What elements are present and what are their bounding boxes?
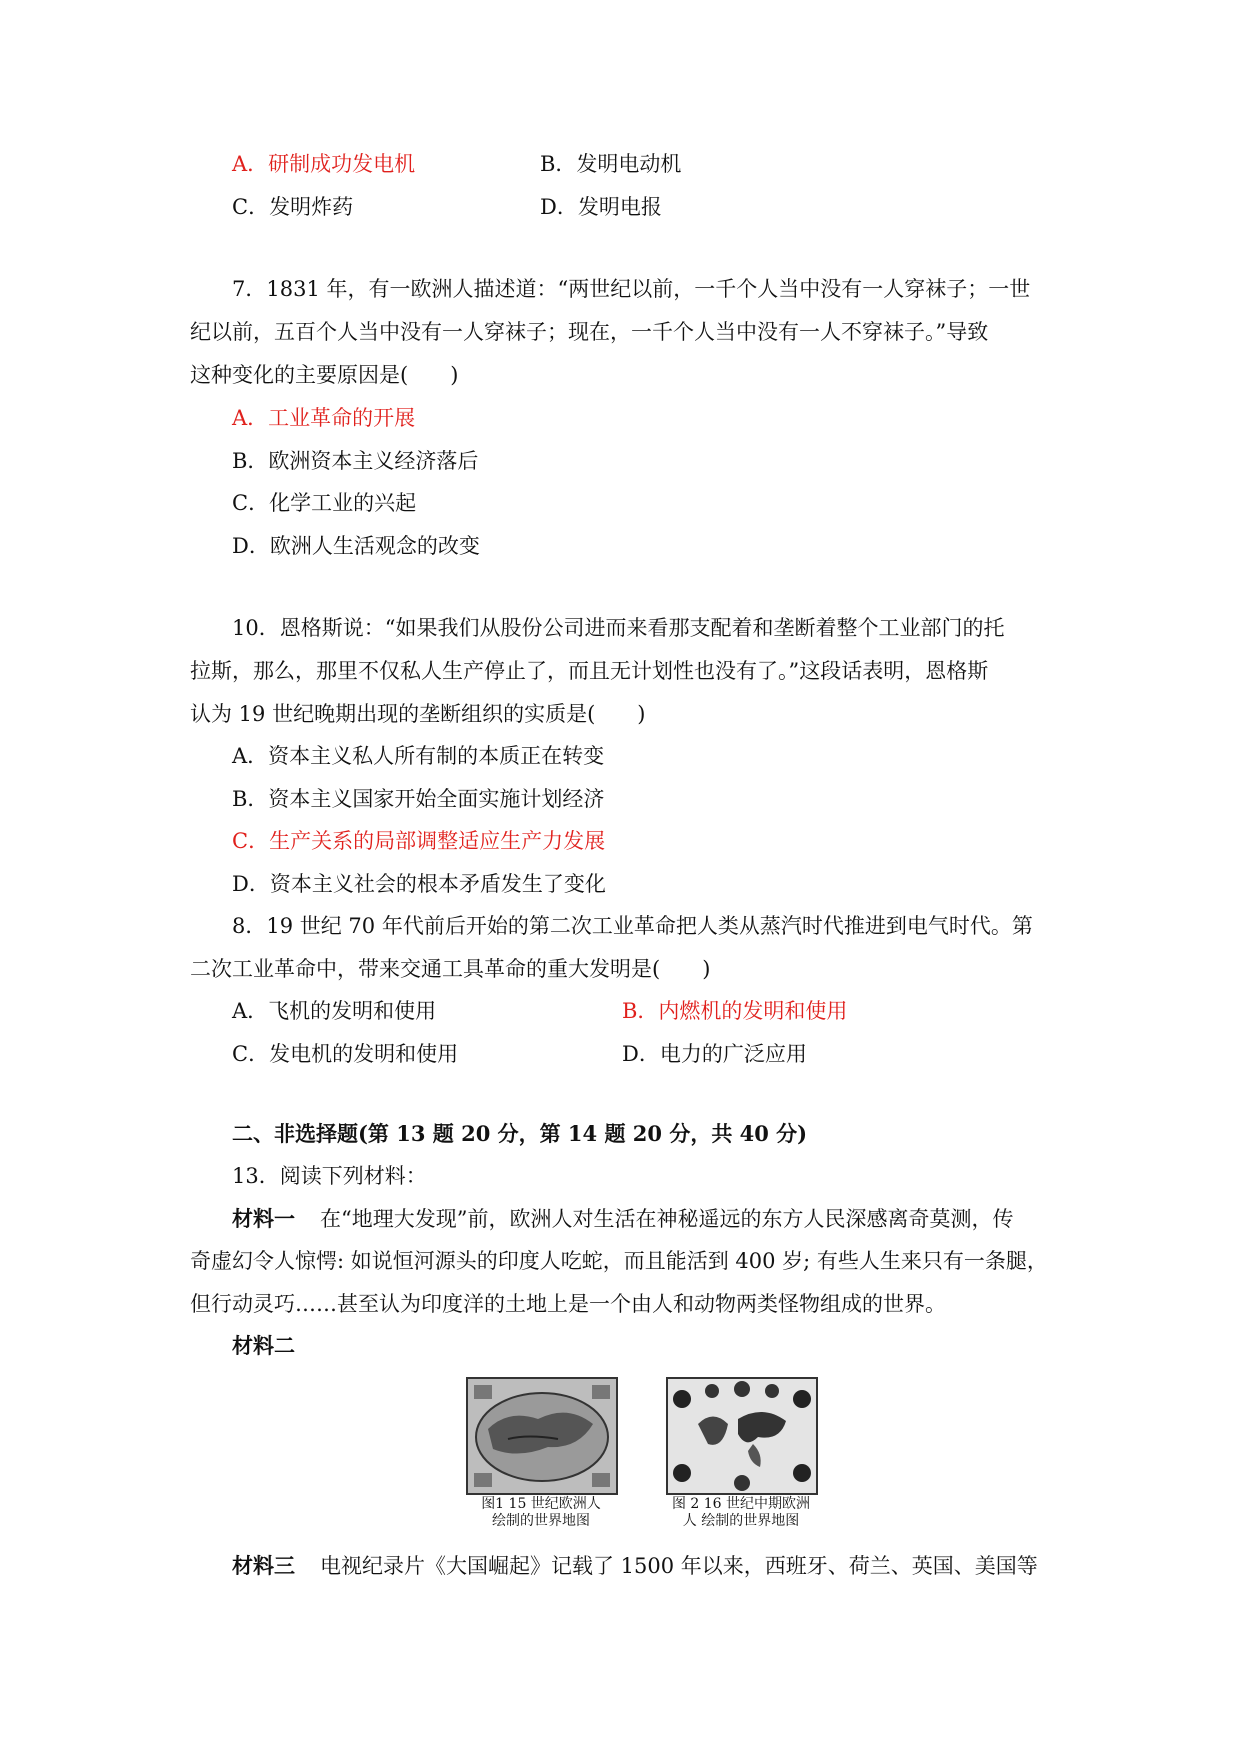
q10-option-a: A．资本主义私人所有制的本质正在转变 xyxy=(232,744,605,768)
q7-option-d: D．欧洲人生活观念的改变 xyxy=(232,534,480,558)
q8-option-c: C．发电机的发明和使用 xyxy=(232,1042,459,1066)
figure-1-caption-line-2: 绘制的世界地图 xyxy=(492,1513,590,1529)
q10-stem-line-1: 10．恩格斯说：“如果我们从股份公司进而来看那支配着和垄断着整个工业部门的托 xyxy=(232,616,1005,640)
material-3-label: 材料三 xyxy=(232,1553,295,1578)
q7-option-a: A．工业革命的开展 xyxy=(232,406,416,430)
material-3-line-1: 电视纪录片《大国崛起》记载了 1500 年以来，西班牙、荷兰、英国、美国等 xyxy=(320,1554,1038,1578)
q8-stem-line-2: 二次工业革命中，带来交通工具革命的重大发明是( ) xyxy=(190,957,711,981)
figure-2-map-image xyxy=(666,1377,818,1495)
q7-stem-line-2: 纪以前，五百个人当中没有一人穿袜子；现在，一千个人当中没有一人不穿袜子。”导致 xyxy=(190,320,989,344)
q10-option-b: B．资本主义国家开始全面实施计划经济 xyxy=(232,787,605,811)
q6-option-b: B．发明电动机 xyxy=(540,152,682,176)
q8-option-b: B．内燃机的发明和使用 xyxy=(622,999,848,1023)
q8-option-a: A．飞机的发明和使用 xyxy=(232,999,437,1023)
q6-option-c: C．发明炸药 xyxy=(232,195,354,219)
figure-1-map-image xyxy=(466,1377,618,1495)
section-heading: 二、非选择题(第 13 题 20 分，第 14 题 20 分，共 40 分) xyxy=(232,1121,808,1146)
q7-stem-line-1: 7．1831 年，有一欧洲人描述道：“两世纪以前，一千个人当中没有一人穿袜子；一世 xyxy=(232,277,1031,301)
figure-2-caption-line-1: 图 2 16 世纪中期欧洲 xyxy=(671,1496,811,1512)
material-2-label: 材料二 xyxy=(232,1333,295,1358)
q10-option-c: C．生产关系的局部调整适应生产力发展 xyxy=(232,829,606,853)
q10-stem-line-3: 认为 19 世纪晚期出现的垄断组织的实质是( ) xyxy=(190,702,646,726)
q7-option-c: C．化学工业的兴起 xyxy=(232,491,417,515)
figure-1-caption-line-1: 图1 15 世纪欧洲人 xyxy=(481,1496,601,1512)
q10-option-d: D．资本主义社会的根本矛盾发生了变化 xyxy=(232,872,606,896)
q13-title: 13．阅读下列材料： xyxy=(232,1164,427,1188)
q6-option-a: A．研制成功发电机 xyxy=(232,152,416,176)
material-1-line-3: 但行动灵巧……甚至认为印度洋的土地上是一个由人和动物两类怪物组成的世界。 xyxy=(190,1292,946,1316)
material-1-label: 材料一 xyxy=(232,1206,295,1231)
q8-stem-line-1: 8．19 世纪 70 年代前后开始的第二次工业革命把人类从蒸汽时代推进到电气时代。第 xyxy=(232,914,1033,938)
material-1-line-1: 在“地理大发现”前，欧洲人对生活在神秘遥远的东方人民深感离奇莫测，传 xyxy=(320,1207,1014,1231)
material-1-line-2: 奇虚幻令人惊愕: 如说恒河源头的印度人吃蛇，而且能活到 400 岁; 有些人生来只有一条腿， xyxy=(190,1249,1048,1273)
figure-2-map-drawing xyxy=(668,1379,816,1493)
q10-stem-line-2: 拉斯，那么，那里不仅私人生产停止了，而且无计划性也没有了。”这段话表明，恩格斯 xyxy=(190,659,989,683)
figure-1-map-drawing xyxy=(468,1379,616,1493)
q7-stem-line-3: 这种变化的主要原因是( ) xyxy=(190,363,459,387)
figure-2-caption-line-2: 人 绘制的世界地图 xyxy=(682,1513,800,1529)
q7-option-b: B．欧洲资本主义经济落后 xyxy=(232,449,479,473)
q6-option-d: D．发明电报 xyxy=(540,195,662,219)
q8-option-d: D．电力的广泛应用 xyxy=(622,1042,807,1066)
